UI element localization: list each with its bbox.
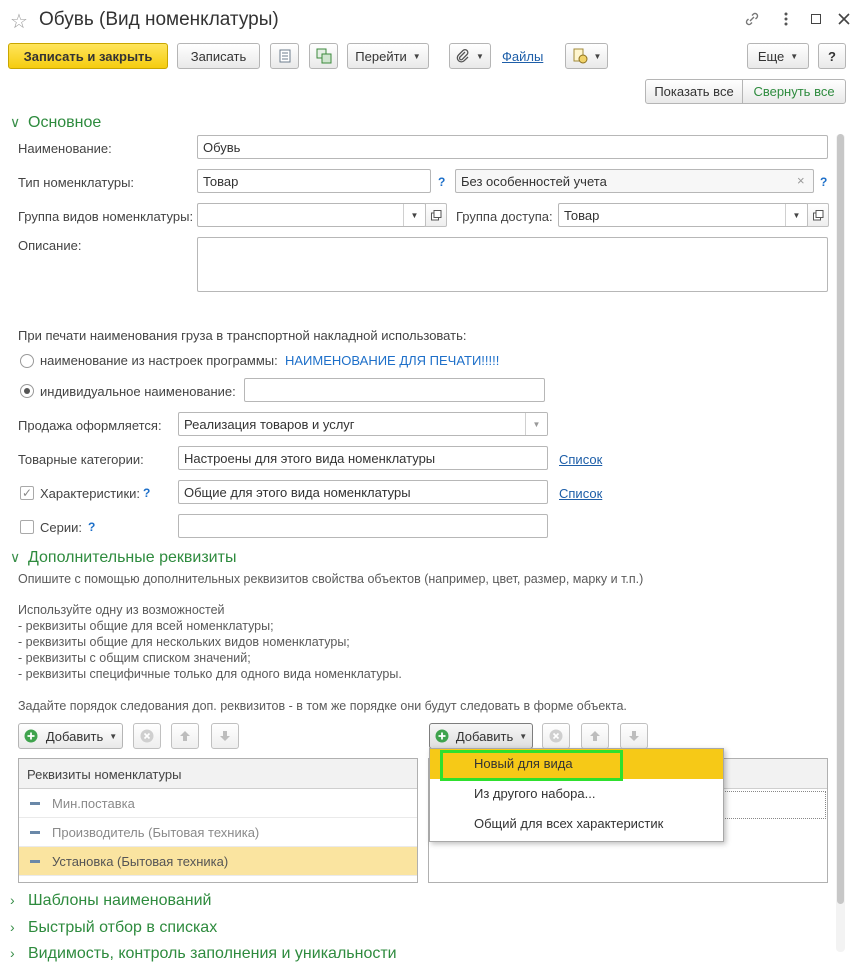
categories-label: Товарные категории:	[18, 452, 144, 467]
name-input[interactable]: Обувь	[197, 135, 828, 159]
highlight-box	[440, 750, 623, 781]
chevron-down-icon[interactable]: ▼	[525, 413, 547, 435]
description-textarea[interactable]	[197, 237, 828, 292]
add-icon	[24, 729, 38, 743]
radio-individual-name[interactable]	[20, 384, 34, 398]
attribute-icon	[30, 831, 40, 834]
section-extra-title: Дополнительные реквизиты	[28, 549, 237, 566]
extra-note-1: Опишите с помощью дополнительных реквизитов свойства объектов (например, цвет, размер, марку и т.п.)	[18, 572, 644, 586]
delete-icon	[140, 729, 154, 743]
series-label: Серии:	[40, 520, 82, 535]
print-note: При печати наименования груза в транспортной накладной использовать:	[18, 328, 467, 343]
radio-individual-label: индивидуальное наименование:	[40, 384, 236, 399]
move-down-right-button[interactable]	[620, 723, 648, 749]
arrow-up-icon	[179, 730, 191, 742]
section-quick-filter[interactable]	[10, 919, 217, 937]
menu-item-new-for-kind[interactable]: Новый для вида	[430, 749, 723, 779]
add-right-button[interactable]	[429, 723, 533, 749]
chevron-down-icon[interactable]: ▼	[403, 204, 425, 226]
open-form-icon	[813, 210, 824, 221]
attribute-icon	[30, 860, 40, 863]
chevron-down-icon: ∨	[10, 114, 21, 130]
structure-button[interactable]	[309, 43, 338, 69]
show-all-button[interactable]: Показать все	[645, 79, 743, 104]
table-row[interactable]	[19, 789, 417, 818]
save-close-button[interactable]: Записать и закрыть	[8, 43, 168, 69]
scrollbar-thumb[interactable]	[837, 134, 844, 904]
chevron-down-icon: ▼	[593, 51, 602, 61]
chevron-down-icon: ▼	[519, 731, 528, 741]
chevron-right-icon: ›	[10, 945, 15, 961]
feature-value: Без особенностей учета	[461, 174, 607, 189]
chevron-down-icon: ∨	[10, 549, 21, 565]
type-help-icon[interactable]: ?	[438, 175, 446, 189]
extra-note-7: Задайте порядок следования доп. реквизитов - в том же порядке они будут следовать в форме объекта.	[18, 699, 627, 713]
feature-input[interactable]	[455, 169, 814, 193]
delete-left-button[interactable]	[133, 723, 161, 749]
help-button[interactable]: ?	[818, 43, 846, 69]
extra-note-5: - реквизиты с общим списком значений;	[18, 651, 251, 665]
radio-settings-label: наименование из настроек программы:	[40, 353, 278, 368]
group-input[interactable]	[197, 203, 426, 227]
chevron-down-icon: ▼	[109, 731, 118, 741]
print-settings-icon	[572, 48, 588, 64]
chevron-right-icon: ›	[10, 892, 15, 908]
sale-select[interactable]	[178, 412, 548, 436]
clear-icon[interactable]: ×	[797, 173, 805, 188]
arrow-down-icon	[219, 730, 231, 742]
chevron-down-icon: ▼	[476, 51, 484, 61]
files-link[interactable]: Файлы	[502, 49, 544, 64]
extra-note-4: - реквизиты общие для нескольких видов номенклатуры;	[18, 635, 350, 649]
favorite-star-icon[interactable]: ☆	[10, 11, 28, 33]
row-label: Установка (Бытовая техника)	[52, 854, 229, 869]
close-icon[interactable]	[838, 13, 850, 25]
more-label: Еще	[757, 48, 785, 64]
characteristics-checkbox[interactable]: ✓	[21, 486, 33, 500]
delete-icon	[549, 729, 563, 743]
vertical-scrollbar[interactable]	[836, 134, 845, 952]
section-extra[interactable]	[10, 549, 236, 567]
description-label: Описание:	[18, 238, 82, 253]
section-visibility[interactable]	[10, 945, 397, 963]
extra-note-6: - реквизиты специфичные только для одного вида номенклатуры.	[18, 667, 402, 681]
access-input[interactable]	[558, 203, 808, 227]
link-icon[interactable]	[744, 11, 760, 27]
row-label: Мин.поставка	[52, 796, 135, 811]
goto-button[interactable]	[347, 43, 429, 69]
access-label: Группа доступа:	[456, 209, 553, 224]
more-button[interactable]	[747, 43, 809, 69]
attributes-grid-header: Реквизиты номенклатуры	[19, 759, 417, 789]
print-name-link[interactable]: НАИМЕНОВАНИЕ ДЛЯ ПЕЧАТИ!!!!!	[285, 353, 500, 368]
delete-right-button[interactable]	[542, 723, 570, 749]
add-right-label: Добавить	[455, 728, 514, 744]
add-icon	[435, 729, 449, 743]
open-group-button[interactable]	[425, 203, 447, 227]
type-input[interactable]: Товар	[197, 169, 431, 193]
add-left-button[interactable]	[18, 723, 123, 749]
arrow-up-icon	[589, 730, 601, 742]
arrow-down-icon	[628, 730, 640, 742]
name-label: Наименование:	[18, 141, 112, 156]
row-label: Производитель (Бытовая техника)	[52, 825, 260, 840]
more-icon[interactable]	[778, 11, 794, 27]
radio-settings-name[interactable]	[20, 354, 34, 368]
move-down-left-button[interactable]	[211, 723, 239, 749]
chevron-down-icon[interactable]: ▼	[785, 204, 807, 226]
chevron-down-icon: ▼	[790, 51, 799, 61]
sale-label: Продажа оформляется:	[18, 418, 162, 433]
type-label: Тип номенклатуры:	[18, 175, 135, 190]
attribute-icon	[30, 802, 40, 805]
attach-button[interactable]	[449, 43, 491, 69]
section-main[interactable]	[10, 114, 101, 132]
characteristics-help-icon[interactable]: ?	[143, 486, 151, 500]
document-list-icon	[279, 49, 291, 63]
access-value: Товар	[564, 208, 600, 223]
open-form-icon	[431, 210, 442, 221]
characteristics-label: Характеристики:	[40, 486, 141, 501]
section-label: Быстрый отбор в списках	[28, 919, 218, 936]
section-name-templates[interactable]	[10, 892, 211, 910]
section-main-title: Основное	[28, 114, 102, 131]
menu-item-common-for-characteristics[interactable]: Общий для всех характеристик	[474, 816, 664, 831]
series-checkbox[interactable]	[20, 520, 34, 534]
window-title: Обувь (Вид номенклатуры)	[39, 9, 279, 30]
paperclip-icon	[456, 49, 470, 63]
menu-item-from-other-set[interactable]: Из другого набора...	[474, 786, 596, 801]
extra-note-3: - реквизиты общие для всей номенклатуры;	[18, 619, 274, 633]
add-left-label: Добавить	[45, 728, 104, 744]
categories-input[interactable]: Настроены для этого вида номенклатуры	[178, 446, 548, 470]
section-label: Видимость, контроль заполнения и уникальности	[28, 945, 397, 962]
report-button[interactable]	[270, 43, 299, 69]
table-row[interactable]	[19, 818, 417, 847]
extra-note-2: Используйте одну из возможностей	[18, 603, 225, 617]
chevron-right-icon: ›	[10, 919, 15, 935]
individual-name-input[interactable]	[244, 378, 545, 402]
move-up-left-button[interactable]	[171, 723, 199, 749]
structure-icon	[316, 48, 332, 64]
group-label: Группа видов номенклатуры:	[18, 209, 194, 224]
feature-help-icon[interactable]: ?	[820, 175, 828, 189]
attributes-grid	[18, 758, 418, 883]
collapse-all-button[interactable]: Свернуть все	[742, 79, 846, 104]
series-help-icon[interactable]: ?	[88, 520, 96, 534]
characteristics-input[interactable]: Общие для этого вида номенклатуры	[178, 480, 548, 504]
section-label: Шаблоны наименований	[28, 892, 212, 909]
maximize-icon[interactable]	[811, 14, 821, 24]
chevron-down-icon: ▼	[412, 51, 421, 61]
characteristics-list-link[interactable]: Список	[559, 486, 603, 501]
sale-value: Реализация товаров и услуг	[184, 417, 355, 432]
print-button[interactable]	[565, 43, 608, 69]
open-access-button[interactable]	[807, 203, 829, 227]
series-input[interactable]	[178, 514, 548, 538]
table-row-selected[interactable]	[19, 847, 417, 876]
save-button[interactable]: Записать	[177, 43, 260, 69]
categories-list-link[interactable]: Список	[559, 452, 603, 467]
move-up-right-button[interactable]	[581, 723, 609, 749]
goto-label: Перейти	[355, 48, 407, 64]
